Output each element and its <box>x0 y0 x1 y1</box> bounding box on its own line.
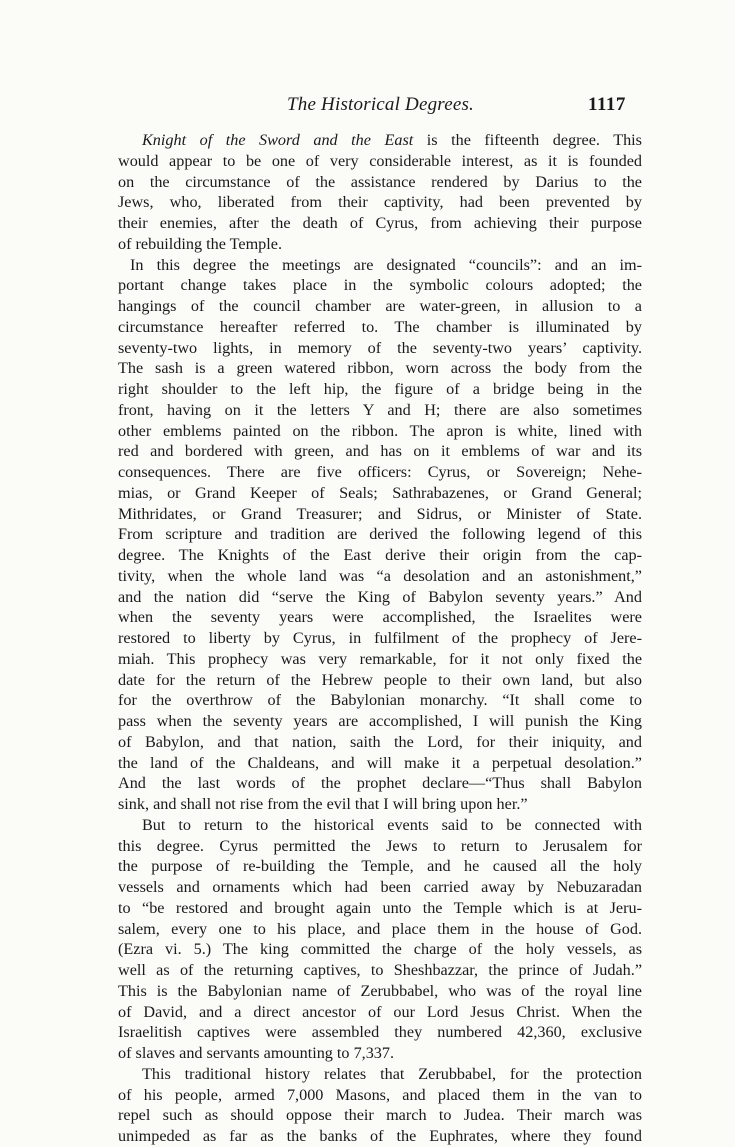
text-line: on the circumstance of the assistance rendered by Darius to the <box>118 172 642 191</box>
text-line: for the overthrow of the Babylonian monarchy. “It shall come to <box>118 691 642 710</box>
text-line: when the seventy years were accomplished, the Israelites were <box>118 608 642 627</box>
running-title: The Historical Degrees. <box>287 94 475 115</box>
text-line: The sash is a green watered ribbon, worn across the body from the <box>118 359 642 378</box>
text-line: of Babylon, and that nation, saith the Lord, for their iniquity, and <box>118 732 642 751</box>
text-line: red and bordered with green, and has on it emblems of war and its <box>118 442 642 461</box>
text-line: of David, and a direct ancestor of our Lord Jesus Christ. When the <box>118 1002 642 1021</box>
text-line: date for the return of the Hebrew people to their own land, but also <box>118 670 642 689</box>
text-line: And the last words of the prophet declare—“Thus shall Babylon <box>118 774 642 793</box>
text-line: From scripture and tradition are derived the following legend of this <box>118 525 642 544</box>
text-line: (Ezra vi. 5.) The king committed the charge of the holy vessels, as <box>118 940 642 959</box>
text-line: miah. This prophecy was very remarkable, for it not only fixed the <box>118 649 642 668</box>
text-line: of slaves and servants amounting to 7,337. <box>118 1044 395 1062</box>
text-line: the land of the Chaldeans, and will make it a perpetual desolation.” <box>118 753 642 772</box>
text-line: In this degree the meetings are designated “councils”: and an im- <box>130 255 642 274</box>
text-line: unimpeded as far as the banks of the Euphrates, where they found <box>118 1127 642 1145</box>
text-line: hangings of the council chamber are water-green, in allusion to a <box>118 297 642 315</box>
text-line: circumstance hereafter referred to. The chamber is illuminated by <box>118 317 642 336</box>
text-line: their enemies, after the death of Cyrus, from achieving their purpose <box>118 214 642 232</box>
text-line: consequences. There are five officers: Cyrus, or Sovereign; Nehe- <box>118 463 642 481</box>
page-number: 1117 <box>588 94 626 115</box>
text-line: front, having on it the letters Y and H; there are also sometimes <box>118 400 642 419</box>
text-line: This is the Babylonian name of Zerubbabel, who was of the royal line <box>118 981 642 1000</box>
text-line: restored to liberty by Cyrus, in fulfilment of the prophecy of Jere- <box>118 629 642 647</box>
page-header <box>0 94 735 118</box>
text-line: to “be restored and brought again unto the Temple which is at Jeru- <box>118 898 642 917</box>
text-line: would appear to be one of very considerable interest, as it is founded <box>118 151 642 170</box>
text-line: tivity, when the whole land was “a desolation and an astonishment,” <box>118 566 642 585</box>
text-line: sink, and shall not rise from the evil that I will bring upon her.” <box>118 795 528 813</box>
text-line: mias, or Grand Keeper of Seals; Sathrabazenes, or Grand General; <box>118 483 642 502</box>
text-line: the purpose of re-building the Temple, and he caused all the holy <box>118 857 642 876</box>
degree-title: Knight of the Sword and the East <box>142 131 414 149</box>
text-line: Israelitish captives were assembled they numbered 42,360, exclusive <box>118 1023 642 1042</box>
text-line: But to return to the historical events said to be connected with <box>142 815 642 834</box>
text-line: This traditional history relates that Zerubbabel, for the protection <box>142 1064 642 1083</box>
text-line: right shoulder to the left hip, the figure of a bridge being in the <box>118 380 642 398</box>
text-line: and the nation did “serve the King of Babylon seventy years.” And <box>118 587 642 606</box>
text-line: degree. The Knights of the East derive their origin from the cap- <box>118 546 642 564</box>
text-line: Mithridates, or Grand Treasurer; and Sidrus, or Minister of State. <box>118 504 642 523</box>
body-text <box>118 130 642 1147</box>
text-line: vessels and ornaments which had been carried away by Nebuzaradan <box>118 878 642 896</box>
text-line: other emblems painted on the ribbon. The apron is white, lined with <box>118 421 642 440</box>
text-line: repel such as should oppose their march to Judea. Their march was <box>118 1106 642 1125</box>
text-line: portant change takes place in the symbolic colours adopted; the <box>118 276 642 295</box>
text-line: of rebuilding the Temple. <box>118 234 283 253</box>
text-line: Knight of the Sword and the East is the fifteenth degree. This <box>142 131 642 149</box>
text-line: of his people, armed 7,000 Masons, and placed them in the van to <box>118 1085 642 1104</box>
text-line: pass when the seventy years are accomplished, I will punish the King <box>118 712 642 730</box>
text-line: this degree. Cyrus permitted the Jews to return to Jerusalem for <box>118 836 642 855</box>
text-line: seventy-two lights, in memory of the seventy-two years’ captivity. <box>118 338 642 357</box>
text-line: salem, every one to his place, and place them in the house of God. <box>118 919 642 938</box>
text-line: well as of the returning captives, to Sheshbazzar, the prince of Judah.” <box>118 961 642 979</box>
text-line: Jews, who, liberated from their captivity, had been prevented by <box>118 193 642 212</box>
